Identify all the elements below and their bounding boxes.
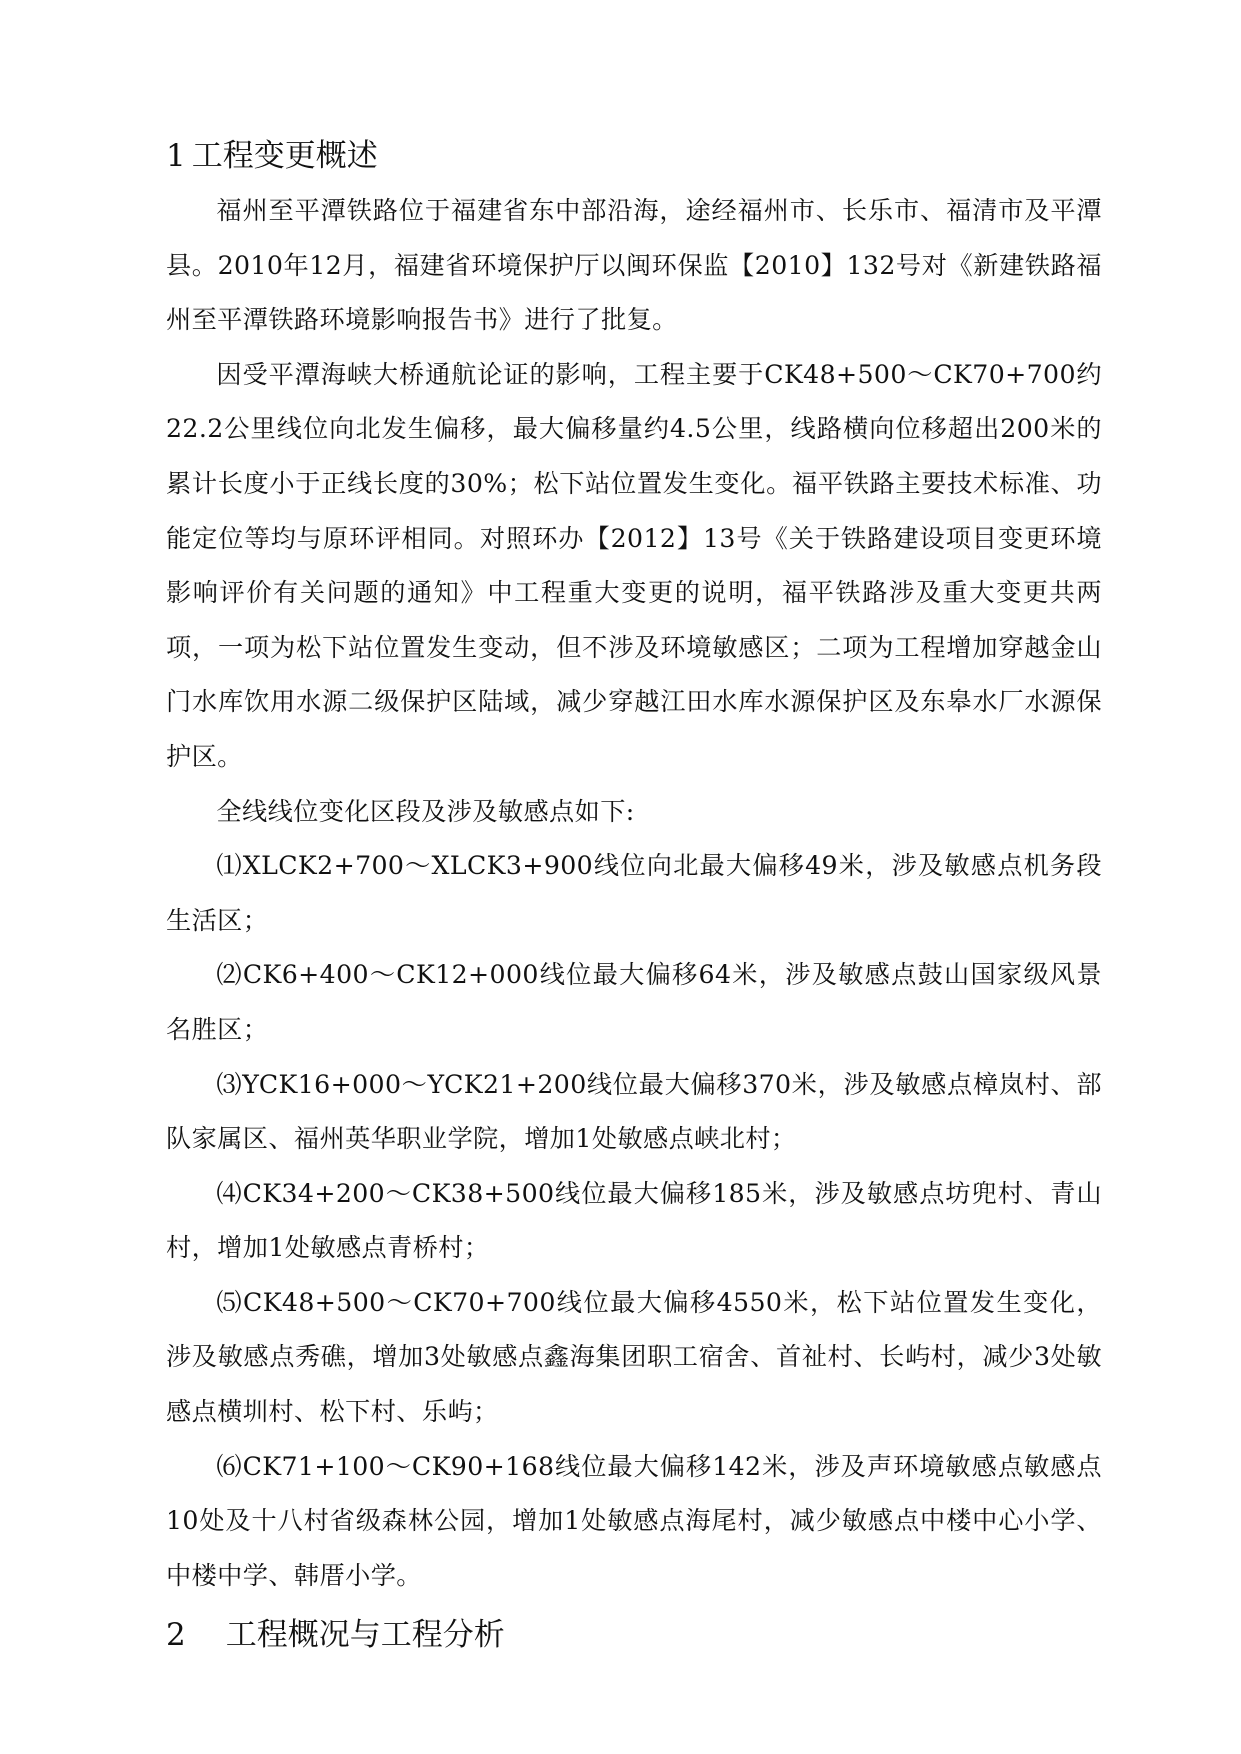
section-1-number: 1 [166,138,186,174]
paragraph-sensitive-points-intro: 全线线位变化区段及涉及敏感点如下: [216,796,635,826]
section-2-heading [166,1607,1102,1663]
list-item: ⑷CK34+200～CK38+500线位最大偏移185米，涉及敏感点坊兜村、青山村，增加1处敏感点青桥村； [166,1178,1102,1263]
list-item: ⑶YCK16+000～YCK21+200线位最大偏移370米，涉及敏感点樟岚村、部队家属区、福州英华职业学院，增加1处敏感点峡北村； [166,1069,1102,1154]
list-item: ⑸CK48+500～CK70+700线位最大偏移4550米，松下站位置发生变化，涉及敏感点秀礁，增加3处敏感点鑫海集团职工宿舍、首祉村、长屿村，减少3处敏感点横圳村、松下村、乐屿； [166,1287,1102,1427]
list-item: ⑵CK6+400～CK12+000线位最大偏移64米，涉及敏感点鼓山国家级风景名胜区； [166,960,1102,1044]
section-1-title: 工程变更概述 [191,138,378,174]
paragraph-project-background: 福州至平潭铁路位于福建省东中部沿海，途经福州市、长乐市、福清市及平潭县。2010年12月，福建省环境保护厅以闽环保监【2010】132号对《新建铁路福州至平潭铁路环境影响报告书》进行了批复。 [166,196,1102,335]
section-1-heading [166,128,1102,184]
list-item: ⑹CK71+100～CK90+168线位最大偏移142米，涉及声环境敏感点敏感点10处及十八村省级森林公园，增加1处敏感点海尾村，减少敏感点中楼中心小学、中楼中学、韩厝小学。 [166,1451,1102,1590]
section-2-number: 2 [166,1617,186,1654]
paragraph-route-change: 因受平潭海峡大桥通航论证的影响，工程主要于CK48+500～CK70+700约22.2公里线位向北发生偏移，最大偏移量约4.5公里，线路横向位移超出200米的累计长度小于正线长度的30%；松下站位置发生变化。福平铁路主要技术标准、功能定位等均与原环评相同。对照环办【2012】13号《关于铁路建设项目变更环境影响评价有关问题的通知》中工程重大变更的说明，福平铁路涉及重大变更共两项，一项为松下站位置发生变动，但不涉及环境敏感区；二项为工程增加穿越金山门水库饮用水源二级保护区陆域，减少穿越江田水库水源保护区及东皋水厂水源保护区。 [166,359,1102,771]
document-body [166,128,1102,1663]
section-2-title: 工程概况与工程分析 [225,1617,505,1654]
list-item: ⑴XLCK2+700～XLCK3+900线位向北最大偏移49米，涉及敏感点机务段生活区； [166,851,1102,935]
